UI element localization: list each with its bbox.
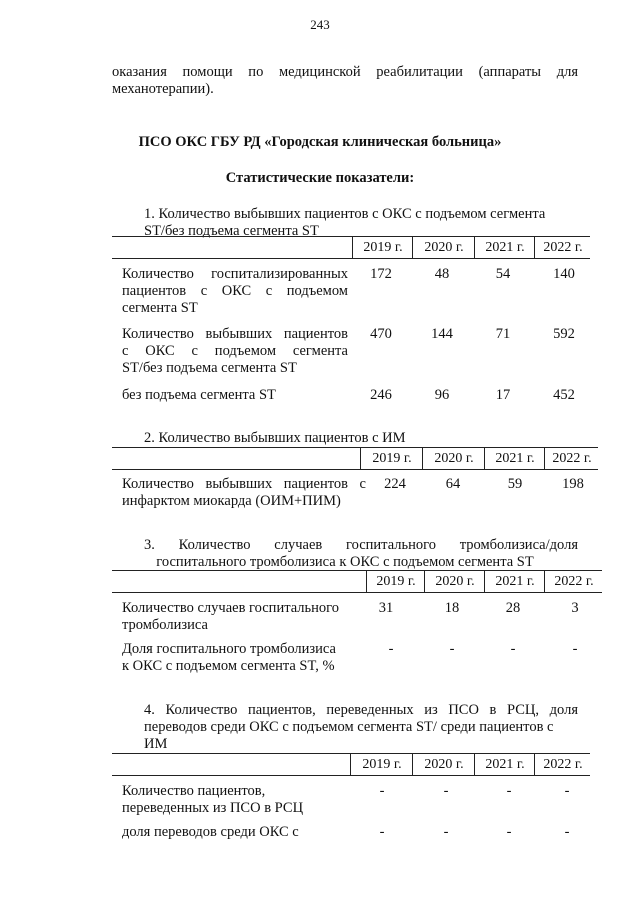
table-cell: 54: [495, 266, 511, 282]
year-header: 2021 г.: [484, 571, 545, 592]
table-cell: 17: [495, 387, 511, 403]
section-title-line: госпитального тромболизиса к ОКС с подъемом сегмента ST: [156, 554, 534, 570]
row-label: [122, 326, 348, 377]
table-cell: 224: [384, 476, 406, 492]
document-title: ПСО ОКС ГБУ РД «Городская клиническая больница»: [138, 134, 502, 150]
year-header: 2021 г.: [474, 754, 535, 775]
table-cell: -: [379, 824, 385, 840]
label-line: тромболизиса: [122, 617, 208, 633]
section-title-line: переводов среди ОКС с подъемом сегмента ST/ среди пациентов с: [144, 719, 554, 735]
section-title-line: ИМ: [144, 736, 168, 752]
section-title-line: 4. Количество пациентов, переведенных из ПСО в РСЦ, доля: [144, 702, 578, 718]
table-header: [112, 236, 590, 259]
table-cell: 246: [370, 387, 392, 403]
table-cell: -: [564, 783, 570, 799]
year-header: 2022 г.: [534, 754, 591, 775]
table-cell: 31: [378, 600, 394, 616]
intro-line: оказания помощи по медицинской реабилитации (аппараты для: [112, 64, 578, 80]
row-label: [122, 824, 362, 841]
document-subtitle: Статистические показатели:: [225, 170, 415, 186]
table-cell: -: [506, 824, 512, 840]
label-line: Количество выбывших пациентов: [122, 326, 348, 342]
row-label: [122, 476, 366, 510]
year-header: 2022 г.: [534, 237, 591, 258]
year-header: 2020 г.: [422, 448, 485, 469]
table-header: [112, 447, 598, 470]
year-header: 2019 г.: [366, 571, 425, 592]
table-cell: 96: [434, 387, 450, 403]
table-cell: -: [443, 783, 449, 799]
table-cell: 18: [444, 600, 460, 616]
table-cell: 3: [571, 600, 579, 616]
section-title-line: 1. Количество выбывших пациентов с ОКС с подъемом сегмента: [144, 206, 546, 222]
section-title: [144, 537, 578, 554]
section-title-line: 3. Количество случаев госпитального тромболизиса/доля: [144, 537, 578, 553]
label-line: пациентов с ОКС с подъемом: [122, 283, 348, 299]
year-header: 2021 г.: [474, 237, 535, 258]
section-title-line: 2. Количество выбывших пациентов с ИМ: [144, 430, 406, 446]
table-cell: 28: [505, 600, 521, 616]
table-cell: 64: [445, 476, 461, 492]
row-label: [122, 641, 362, 675]
table-cell: 144: [431, 326, 453, 342]
year-header: 2021 г.: [484, 448, 545, 469]
table-header: [112, 753, 590, 776]
intro-line: механотерапии).: [112, 81, 214, 97]
table-cell: 48: [434, 266, 450, 282]
year-header: 2020 г.: [412, 754, 475, 775]
row-label: [122, 783, 362, 817]
label-line: доля переводов среди ОКС с: [122, 824, 299, 840]
section-title: [144, 430, 576, 447]
table-cell: -: [443, 824, 449, 840]
year-header: 2020 г.: [424, 571, 485, 592]
year-header: 2022 г.: [544, 571, 603, 592]
page-number: 243: [310, 17, 330, 32]
table-cell: 71: [495, 326, 511, 342]
table-cell: -: [510, 641, 516, 657]
table-cell: 172: [370, 266, 392, 282]
section-title: [144, 702, 578, 719]
table-cell: -: [572, 641, 578, 657]
label-line: Количество случаев госпитального: [122, 600, 339, 616]
label-line: Количество пациентов,: [122, 783, 266, 799]
year-header: 2022 г.: [544, 448, 599, 469]
intro-paragraph: [112, 64, 578, 98]
table-cell: -: [506, 783, 512, 799]
table-cell: -: [449, 641, 455, 657]
table-header: [112, 570, 602, 593]
label-line: переведенных из ПСО в РСЦ: [122, 800, 304, 816]
section-title-line: ST/без подъема сегмента ST: [144, 223, 319, 239]
label-line: Количество госпитализированных: [122, 266, 348, 282]
table-cell: 592: [553, 326, 575, 342]
table-cell: -: [564, 824, 570, 840]
label-line: сегмента ST: [122, 300, 198, 316]
table-cell: 59: [507, 476, 523, 492]
row-label: [122, 600, 362, 634]
row-label: [122, 387, 348, 404]
label-line: без подъема сегмента ST: [122, 387, 276, 403]
year-header: 2019 г.: [352, 237, 413, 258]
label-line: с ОКС с подъемом сегмента: [122, 343, 348, 359]
label-line: Доля госпитального тромболизиса: [122, 641, 336, 657]
year-header: 2019 г.: [350, 754, 413, 775]
label-line: к ОКС с подъемом сегмента ST, %: [122, 658, 335, 674]
table-cell: -: [388, 641, 394, 657]
year-header: 2020 г.: [412, 237, 475, 258]
table-cell: 198: [562, 476, 584, 492]
table-cell: 452: [553, 387, 575, 403]
table-cell: -: [379, 783, 385, 799]
section-title: [144, 206, 576, 240]
label-line: ST/без подъема сегмента ST: [122, 360, 297, 376]
label-line: инфарктом миокарда (ОИМ+ПИМ): [122, 493, 341, 509]
table-cell: 470: [370, 326, 392, 342]
table-cell: 140: [553, 266, 575, 282]
year-header: 2019 г.: [360, 448, 423, 469]
row-label: [122, 266, 348, 317]
label-line: Количество выбывших пациентов с: [122, 476, 366, 492]
